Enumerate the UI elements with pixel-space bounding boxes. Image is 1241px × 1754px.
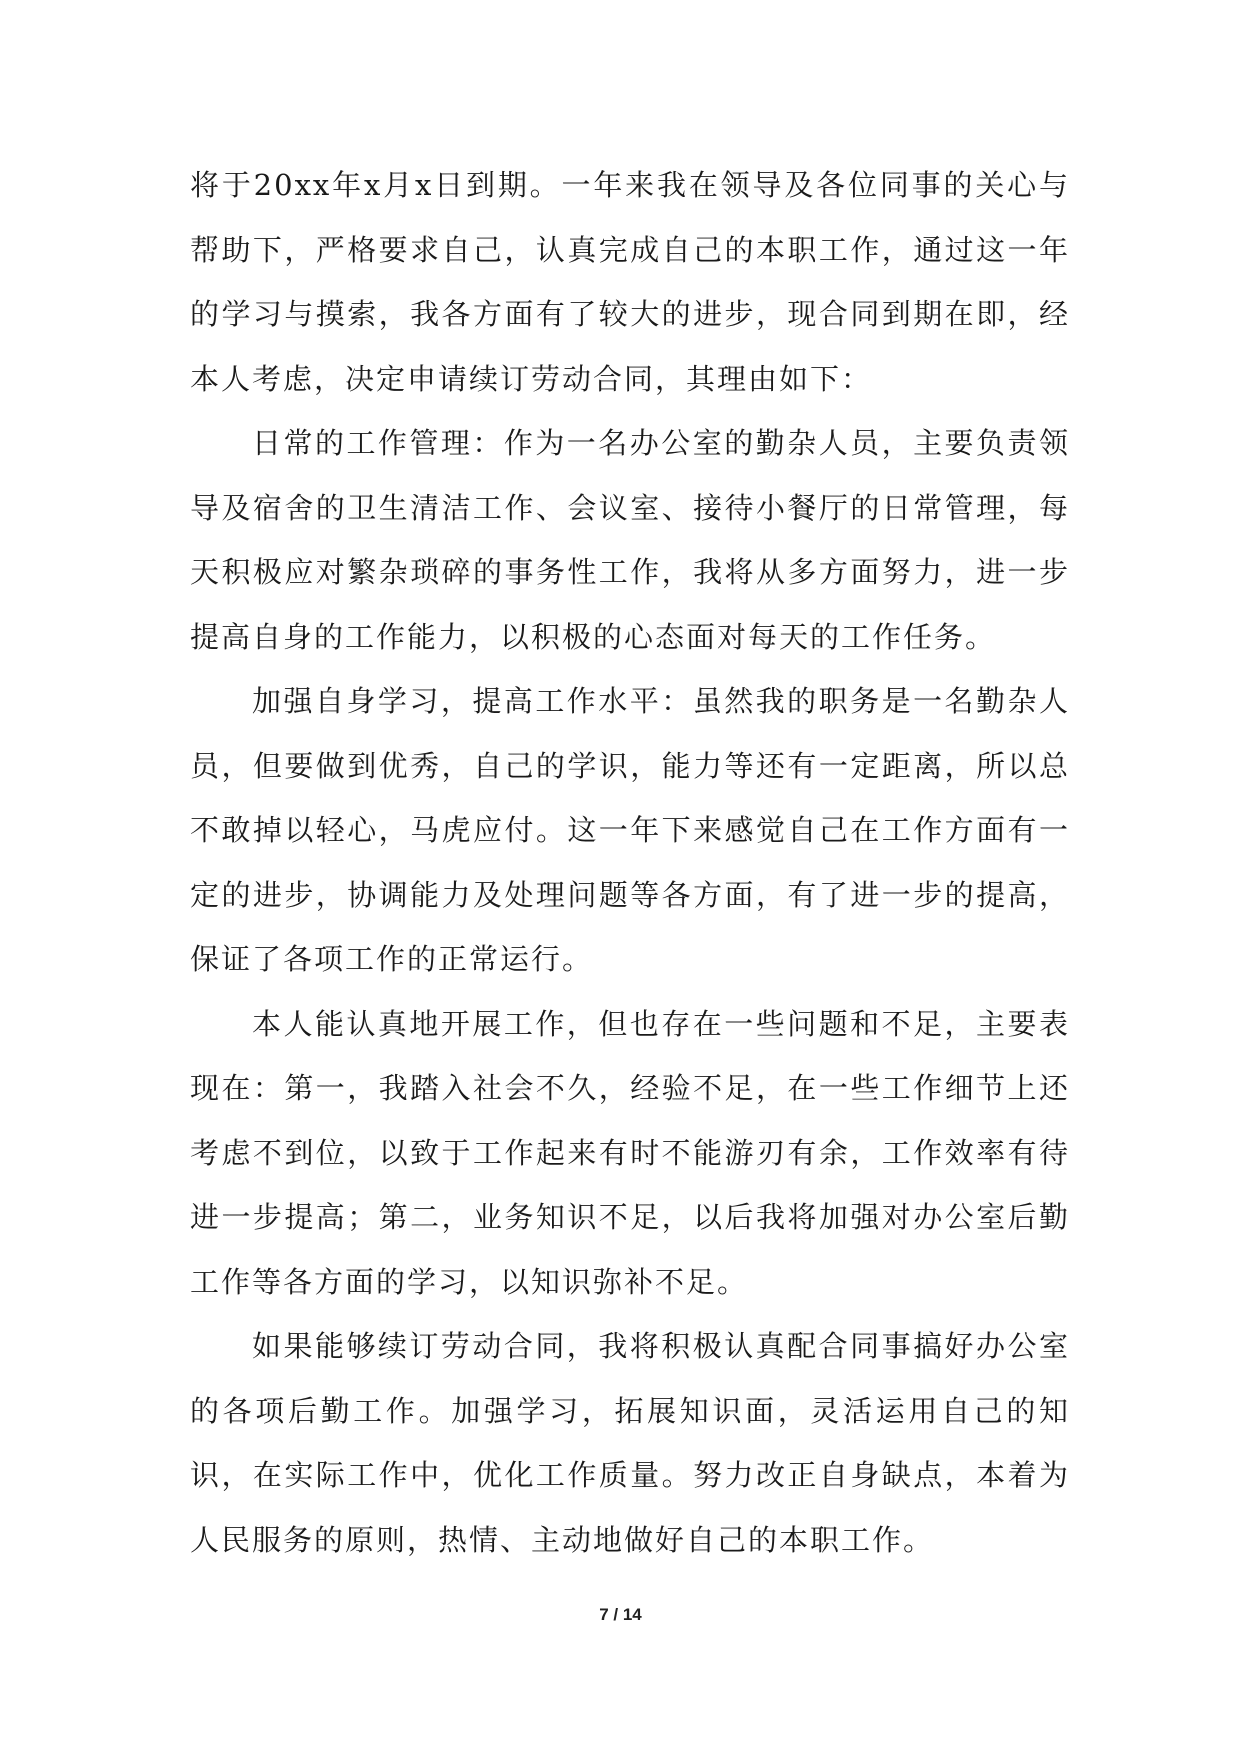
paragraph-5: 如果能够续订劳动合同，我将积极认真配合同事搞好办公室的各项后勤工作。加强学习，拓展知识面，灵活运用自己的知识，在实际工作中，优化工作质量。努力改正自身缺点，本着为人民服务的原则，热情、主动地做好自己的本职工作。: [190, 1329, 1070, 1557]
page-number: 7 / 14: [599, 1605, 642, 1624]
paragraph-1: 将于20xx年x月x日到期。一年来我在领导及各位同事的关心与帮助下，严格要求自己，认真完成自己的本职工作，通过这一年的学习与摸索，我各方面有了较大的进步，现合同到期在即，经本人考虑，决定申请续订劳动合同，其理由如下：: [190, 168, 1070, 396]
body-text: [190, 153, 1070, 1572]
paragraph-2: 日常的工作管理：作为一名办公室的勤杂人员，主要负责领导及宿舍的卫生清洁工作、会议室、接待小餐厅的日常管理，每天积极应对繁杂琐碎的事务性工作，我将从多方面努力，进一步提高自身的工作能力，以积极的心态面对每天的工作任务。: [190, 426, 1070, 654]
paragraph-3: 加强自身学习，提高工作水平：虽然我的职务是一名勤杂人员，但要做到优秀，自己的学识，能力等还有一定距离，所以总不敢掉以轻心，马虎应付。这一年下来感觉自己在工作方面有一定的进步，协调能力及处理问题等各方面，有了进一步的提高，保证了各项工作的正常运行。: [190, 684, 1070, 976]
paragraph-4: 本人能认真地开展工作，但也存在一些问题和不足，主要表现在：第一，我踏入社会不久，经验不足，在一些工作细节上还考虑不到位，以致于工作起来有时不能游刃有余，工作效率有待进一步提高；第二，业务知识不足，以后我将加强对办公室后勤工作等各方面的学习，以知识弥补不足。: [190, 1006, 1070, 1299]
